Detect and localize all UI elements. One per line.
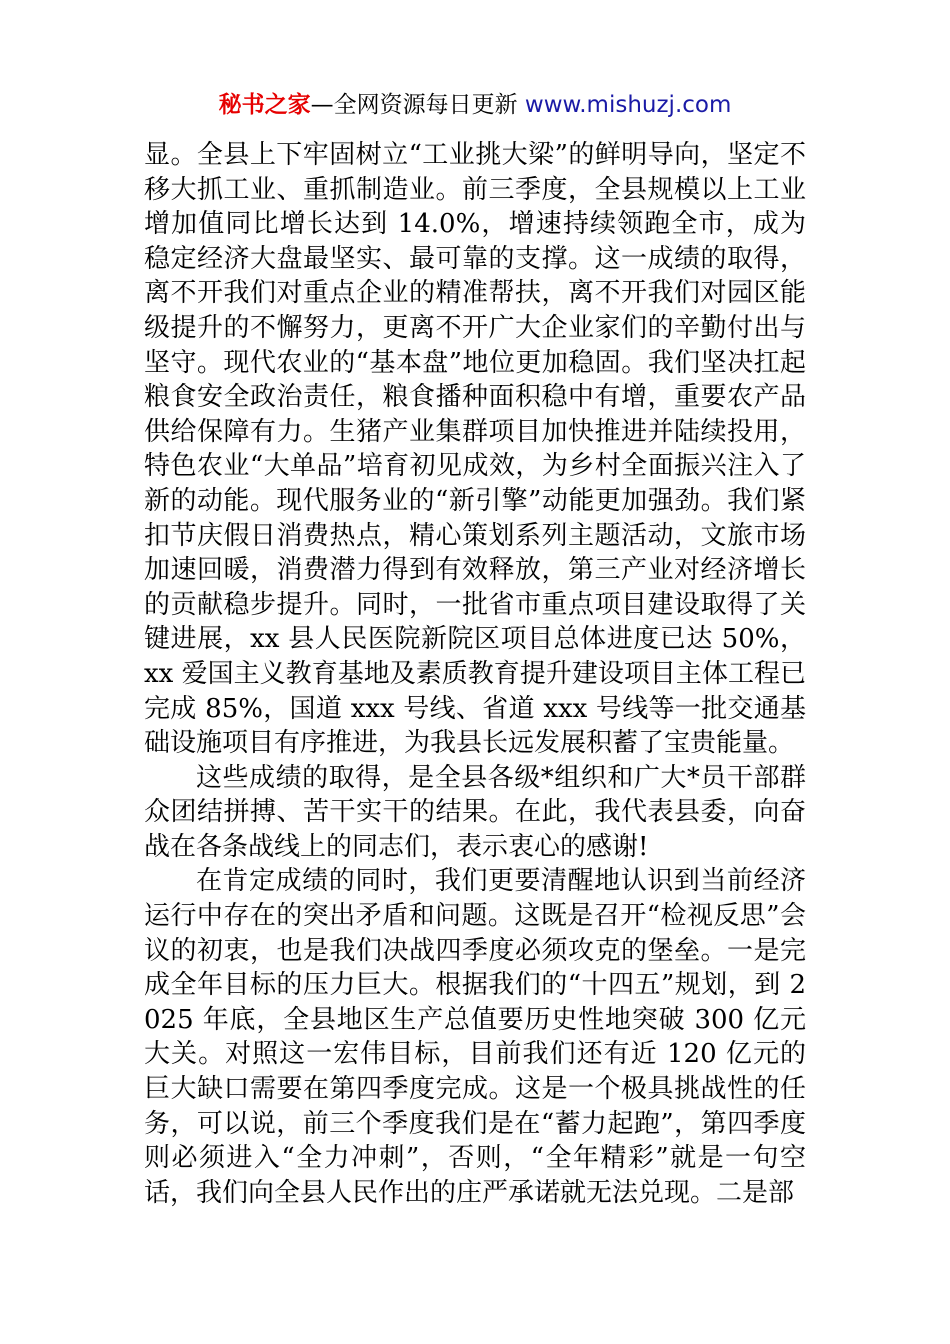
site-url[interactable]: www.mishuzj.com (524, 92, 732, 118)
paragraph-2: 这些成绩的取得，是全县各级*组织和广大*员干部群众团结拼搏、苦干实干的结果。在此，我代表县委，向奋战在各条战线上的同志们，表示衷心的感谢! (144, 762, 806, 862)
site-brand: 秘书之家 (218, 92, 311, 118)
site-header (0, 88, 950, 122)
paragraph-3: 在肯定成绩的同时，我们更要清醒地认识到当前经济运行中存在的突出矛盾和问题。这既是召开“检视反思”会议的初衷，也是我们决战四季度必须攻克的堡垒。一是完成全年目标的压力巨大。根据我们的“十四五”规划，到 2025 年底，全县地区生产总值要历史性地突破 300 亿元大关。对照这一宏伟目标，目前我们还有近 120 亿元的巨大缺口需要在第四季度完成。这是一个极具挑战性的任务，可以说，前三个季度我们是在“蓄力起跑”，第四季度则必须进入“全力冲刺”，否则，“全年精彩”就是一句空话，我们向全县人民作出的庄严承诺就无法兑现。二是部 (144, 866, 806, 1208)
document-body (144, 138, 806, 1210)
site-tagline: —全网资源每日更新 (310, 92, 525, 118)
paragraph-1: 显。全县上下牢固树立“工业挑大梁”的鲜明导向，坚定不移大抓工业、重抓制造业。前三季度，全县规模以上工业增加值同比增长达到 14.0%，增速持续领跑全市，成为稳定经济大盘最坚实、最可靠的支撑。这一成绩的取得，离不开我们对重点企业的精准帮扶，离不开我们对园区能级提升的不懈努力，更离不开广大企业家们的辛勤付出与坚守。现代农业的“基本盘”地位更加稳固。我们坚决扛起粮食安全政治责任，粮食播种面积稳中有增，重要农产品供给保障有力。生猪产业集群项目加快推进并陆续投用，特色农业“大单品”培育初见成效，为乡村全面振兴注入了新的动能。现代服务业的“新引擎”动能更加强劲。我们紧扣节庆假日消费热点，精心策划系列主题活动，文旅市场加速回暖，消费潜力得到有效释放，第三产业对经济增长的贡献稳步提升。同时，一批省市重点项目建设取得了关键进展，xx 县人民医院新院区项目总体进度已达 50%，xx 爱国主义教育基地及素质教育提升建设项目主体工程已完成 85%，国道 xxx 号线、省道 xxx 号线等一批交通基础设施项目有序推进，为我县长远发展积蓄了宝贵能量。 (144, 140, 806, 759)
